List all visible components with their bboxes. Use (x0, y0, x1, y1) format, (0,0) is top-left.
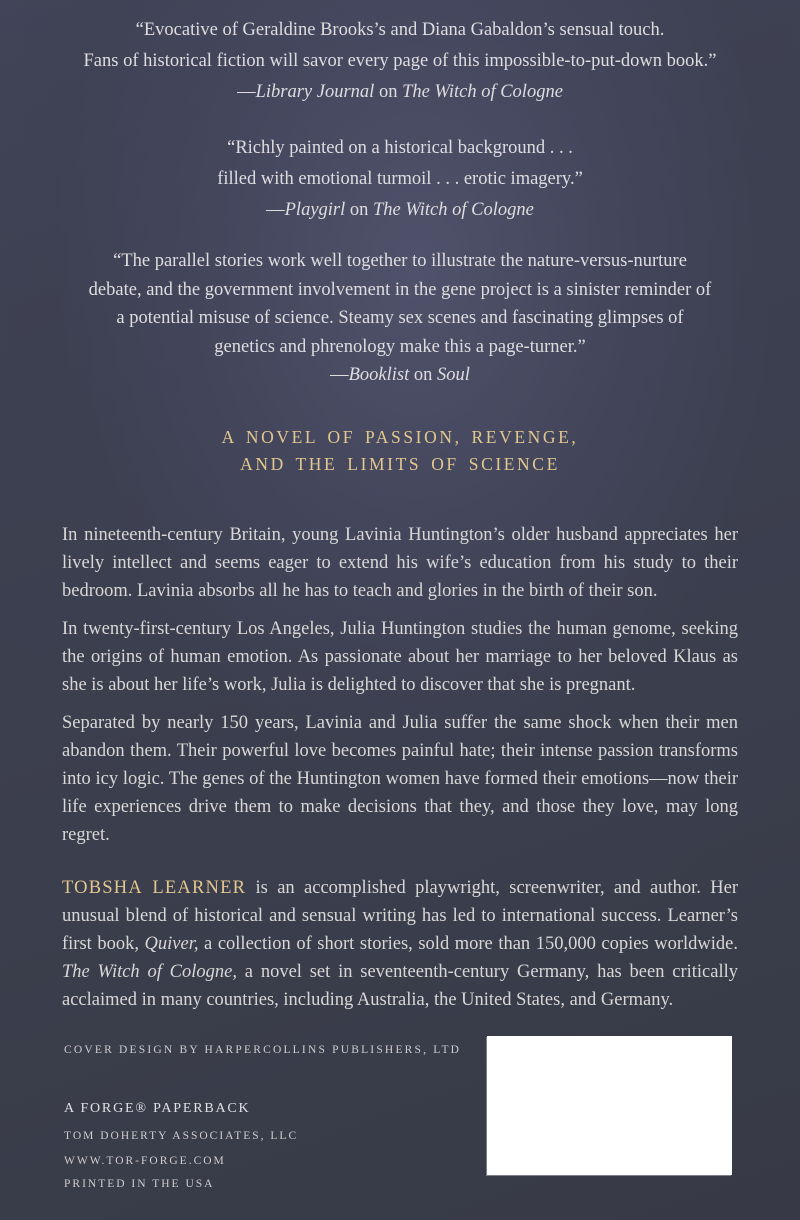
synopsis-paragraph-3: Separated by nearly 150 years, Lavinia and Julia suffer the same shock when their men abandon them. Their powerful love becomes painful hate; their intense passion transforms into icy logic. The genes of the Huntington women have formed their emotions—now their life experiences drive them to make decisions that they, and those they love, may long regret. (62, 712, 738, 845)
imprint-publisher: TOM DOHERTY ASSOCIATES, LLC (64, 1130, 299, 1142)
imprint-website: WWW.TOR-FORGE.COM (64, 1155, 226, 1167)
quote-line: “The parallel stories work well together to illustrate the nature-versus-nurture (113, 251, 687, 271)
cover-design-credit: COVER DESIGN BY HARPERCOLLINS PUBLISHERS, LTD (64, 1044, 462, 1056)
imprint-printed-usa: PRINTED IN THE USA (64, 1178, 215, 1190)
synopsis-paragraph-2: In twenty-first-century Los Angeles, Julia Huntington studies the human genome, seeking the origins of human emotion. As passionate about her marriage to her beloved Klaus as she is about her life’s work, Julia is delighted to discover that she is pregnant. (62, 618, 738, 695)
review-quote-library-journal (30, 15, 770, 108)
quote-attribution: —Booklist on Soul (330, 365, 470, 385)
quote-attribution: —Library Journal on The Witch of Cologne (237, 82, 563, 102)
author-bio-paragraph: TOBSHA LEARNER is an accomplished playwright, screenwriter, and author. Her unusual blend of historical and sensual writing has led to international success. Learner’s first book, Quiver, a collection of short stories, sold more than 150,000 copies worldwide. The Witch of Cologne, a novel set in seventeenth-century Germany, has been critically acclaimed in many countries, including Australia, the United States, and Germany. (62, 877, 739, 1010)
synopsis-section (62, 521, 738, 849)
quote-line: genetics and phrenology make this a page-turner.” (214, 336, 586, 357)
review-quote-playgirl (30, 133, 770, 226)
review-quotes-section (0, 0, 800, 390)
quote-line: filled with emotional turmoil . . . erotic imagery.” (217, 169, 583, 189)
quote-line: “Richly painted on a historical background . . . (227, 138, 573, 158)
review-quote-booklist (30, 247, 770, 390)
quote-line: Fans of historical fiction will savor every page of this impossible-to-put-down book.” (83, 51, 717, 71)
author-bio (62, 874, 738, 1014)
tagline (0, 424, 800, 478)
tagline-line-2: AND THE LIMITS OF SCIENCE (240, 453, 560, 474)
barcode-placeholder (487, 1036, 732, 1175)
quote-line: debate, and the government involvement in the gene project is a sinister reminder of (88, 279, 712, 300)
quote-attribution: —Playgirl on The Witch of Cologne (266, 200, 534, 220)
tagline-line-1: A NOVEL OF PASSION, REVENGE, (221, 426, 579, 447)
synopsis-paragraph-1: In nineteenth-century Britain, young Lavinia Huntington’s older husband appreciates her lively intellect and seems eager to extend his wife’s education from his study to their bedroom. Lavinia absorbs all he has to teach and glories in the birth of their son. (62, 524, 738, 601)
quote-line: “Evocative of Geraldine Brooks’s and Diana Gabaldon’s sensual touch. (135, 20, 665, 40)
quote-line: a potential misuse of science. Steamy sex scenes and fascinating glimpses of (116, 308, 684, 328)
imprint-forge-paperback: A FORGE® PAPERBACK (64, 1101, 251, 1116)
